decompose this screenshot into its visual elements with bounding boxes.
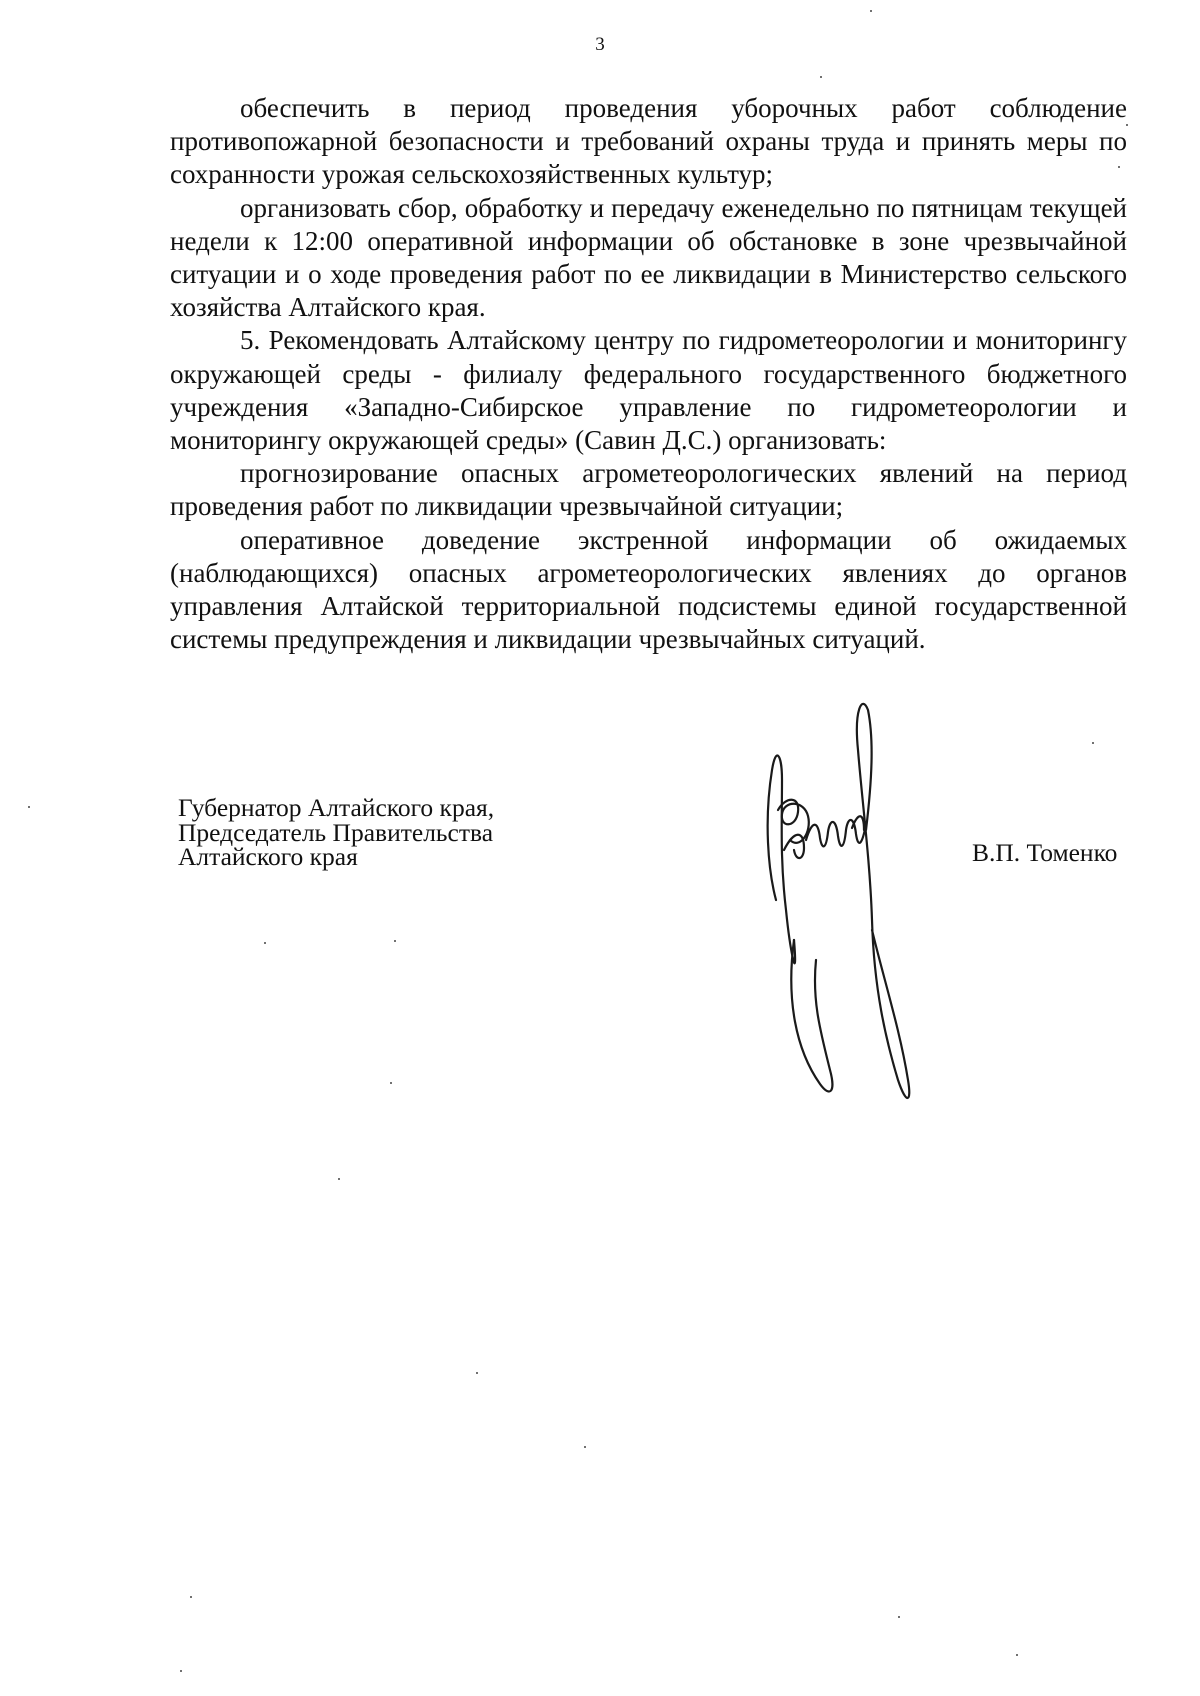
scan-speck — [870, 10, 872, 12]
scan-speck — [390, 1082, 392, 1084]
scan-speck — [584, 1446, 586, 1448]
scan-speck — [1092, 742, 1094, 744]
scan-speck — [1126, 124, 1128, 126]
paragraph-weekly-reporting: организовать сбор, обработку и передачу еженедельно по пятницам текущей недели к 12:00 оперативной информации об обстановке в зоне чрезвычайной ситуации и о ходе проведения работ по ее ликвидации в Министерство сельского хозяйства Алтайского края. — [170, 192, 1127, 323]
scan-speck — [190, 1596, 192, 1598]
scan-speck — [338, 1178, 340, 1180]
scan-speck — [820, 76, 822, 78]
scan-speck — [180, 1670, 182, 1672]
scan-speck — [394, 940, 396, 942]
paragraph-emergency-info: оперативное доведение экстренной информации об ожидаемых (наблюдающихся) опасных агрометеорологических явлениях до органов управления Алтайской территориальной подсистемы единой государственной системы предупреждения и ликвидации чрезвычайных ситуаций. — [170, 524, 1127, 655]
scan-speck — [1118, 166, 1120, 168]
signatory-position — [178, 793, 495, 871]
document-body — [170, 92, 1127, 656]
scan-speck — [264, 942, 266, 944]
signatory-name: В.П. Томенко — [972, 838, 1118, 867]
page-number: 3 — [595, 34, 605, 55]
paragraph-forecasting: прогнозирование опасных агрометеорологических явлений на период проведения работ по ликвидации чрезвычайной ситуации; — [170, 458, 1127, 522]
scan-speck — [1016, 1654, 1018, 1656]
scan-speck — [476, 1372, 478, 1374]
signatory-position-line: Председатель Правительства — [178, 817, 494, 847]
scan-speck — [28, 806, 30, 808]
signatory-position-line: Алтайского края — [178, 842, 358, 871]
paragraph-harvest-safety: обеспечить в период проведения уборочных работ соблюдение противопожарной безопасности и требований охраны труда и принять меры по сохранности урожая сельскохозяйственных культур; — [170, 93, 1127, 190]
paragraph-item-5-recommendation: 5. Рекомендовать Алтайскому центру по гидрометеорологии и мониторингу окружающей среды - филиалу федерального государственного бюджетного учреждения «Западно-Сибирское управление по гидрометеорологии и мониторингу окружающей среды» (Савин Д.С.) организовать: — [170, 325, 1127, 456]
scan-speck — [898, 1616, 900, 1618]
handwritten-signature — [760, 700, 930, 1110]
signatory-position-line: Губернатор Алтайского края, — [178, 793, 495, 822]
